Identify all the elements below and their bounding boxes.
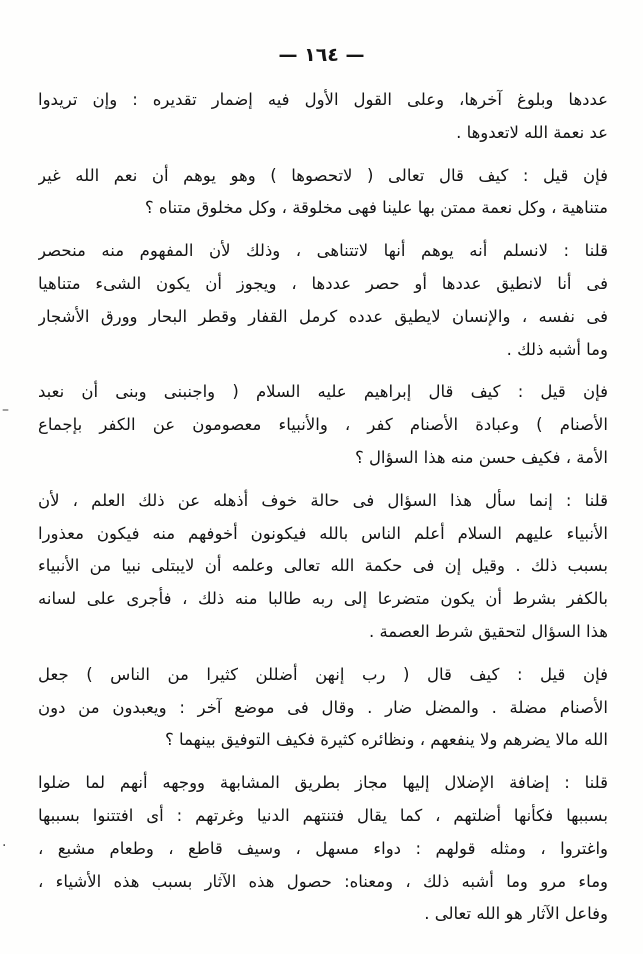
scan-margin-mark: · xyxy=(2,838,7,854)
paragraph xyxy=(38,485,608,649)
text-line: الأصنام ) وعبادة الأصنام كفر ، والأنبياء معصومون عن الكفر بإجماع xyxy=(38,415,608,435)
text-line: هذا السؤال لتحقيق شرط العصمة . xyxy=(368,621,608,641)
paragraph-gap xyxy=(38,649,608,659)
text-line: متناهية ، وكل نعمة ممتن بها علينا فهى مخلوقة ، وكل مخلوق متناه ؟ xyxy=(144,198,608,218)
paragraph xyxy=(38,376,608,474)
text-line: الأمة ، فكيف حسن منه هذا السؤال ؟ xyxy=(354,447,608,467)
text-line: قلنا : إضافة الإضلال إليها مجاز بطريق المشابهة ووجهه أنهم لما ضلوا xyxy=(38,773,608,793)
text-line: عددها وبلوغ آخرها، وعلى القول الأول فيه إضمار تقديره : وإن تريدوا xyxy=(38,90,608,109)
text-line: الأنبياء عليهم السلام أعلم الناس بالله فيكونون أخوفهم منه فيكون معذورا xyxy=(38,523,608,543)
text-line: عد نعمة الله لاتعدوها . xyxy=(456,122,608,142)
paragraph xyxy=(38,160,608,226)
paragraph xyxy=(38,235,608,366)
text-line: بسبب ذلك . وقيل إن فى حكمة الله تعالى وعلمه أن لايبتلى نبيا من الأنبياء xyxy=(38,556,608,576)
text-line: فى نفسه ، والإنسان لايطيق عدده كرمل القفار وقطر البحار وورق الأشجار xyxy=(38,306,608,326)
text-line: فى أنا لانطيق عددها أو حصر عددها ، ويجوز أن يكون الشىء متناهيا xyxy=(38,273,608,293)
text-line: قلنا : لانسلم أنه يوهم أنها لاتتناهى ، وذلك لأن المفهوم منه منحصر xyxy=(38,241,608,261)
paragraph xyxy=(38,767,608,931)
text-line: واغتروا ، ومثله قولهم : دواء مسهل ، وسيف قاطع ، وطعام مشبع ، xyxy=(38,838,608,858)
paragraph xyxy=(38,84,608,150)
text-line: الأصنام مضلة . والمضل ضار . وقال فى موضع آخر : ويعبدون من دون xyxy=(38,697,608,717)
paragraph-gap xyxy=(38,757,608,767)
text-line: قلنا : إنما سأل هذا السؤال فى حالة خوف أذهله عن ذلك العلم ، لأن xyxy=(38,490,608,510)
text-line: الله مالا يضرهم ولا ينفعهم ، ونظائره كثيرة فكيف التوفيق بينهما ؟ xyxy=(164,730,608,750)
paragraph-gap xyxy=(38,225,608,235)
text-line: بالكفر بشرط أن يكون متضرعا إلى ربه طالبا منه ذلك ، فأجرى على لسانه xyxy=(38,589,608,609)
text-line: وفاعل الآثار هو الله تعالى . xyxy=(424,904,608,924)
text-line: وماء مرو وما أشبه ذلك ، ومعناه: حصول هذه الآثار بسبب هذه الأشياء ، xyxy=(38,871,608,891)
paragraph-gap xyxy=(38,150,608,160)
body-text xyxy=(38,84,608,931)
page-number: — ١٦٤ — xyxy=(278,44,365,66)
text-line: فإن قيل : كيف قال إبراهيم عليه السلام ( واجنبنى وبنى أن نعبد xyxy=(38,382,608,402)
text-line: فإن قيل : كيف قال ( رب إنهن أضللن كثيرا من الناس ) جعل xyxy=(38,664,608,684)
paragraph-gap xyxy=(38,366,608,376)
paragraph xyxy=(38,659,608,757)
text-line: وما أشبه ذلك . xyxy=(506,339,608,359)
paragraph-gap xyxy=(38,475,608,485)
text-line: بسببها فكأنها أضلتهم ، كما يقال فتنتهم الدنيا وغرتهم : أى افتتنوا بسببها xyxy=(38,805,608,825)
text-line: فإن قيل : كيف قال تعالى ( لاتحصوها ) وهو يوهم أن نعم الله غير xyxy=(38,165,608,185)
scan-margin-mark: – xyxy=(2,402,9,418)
